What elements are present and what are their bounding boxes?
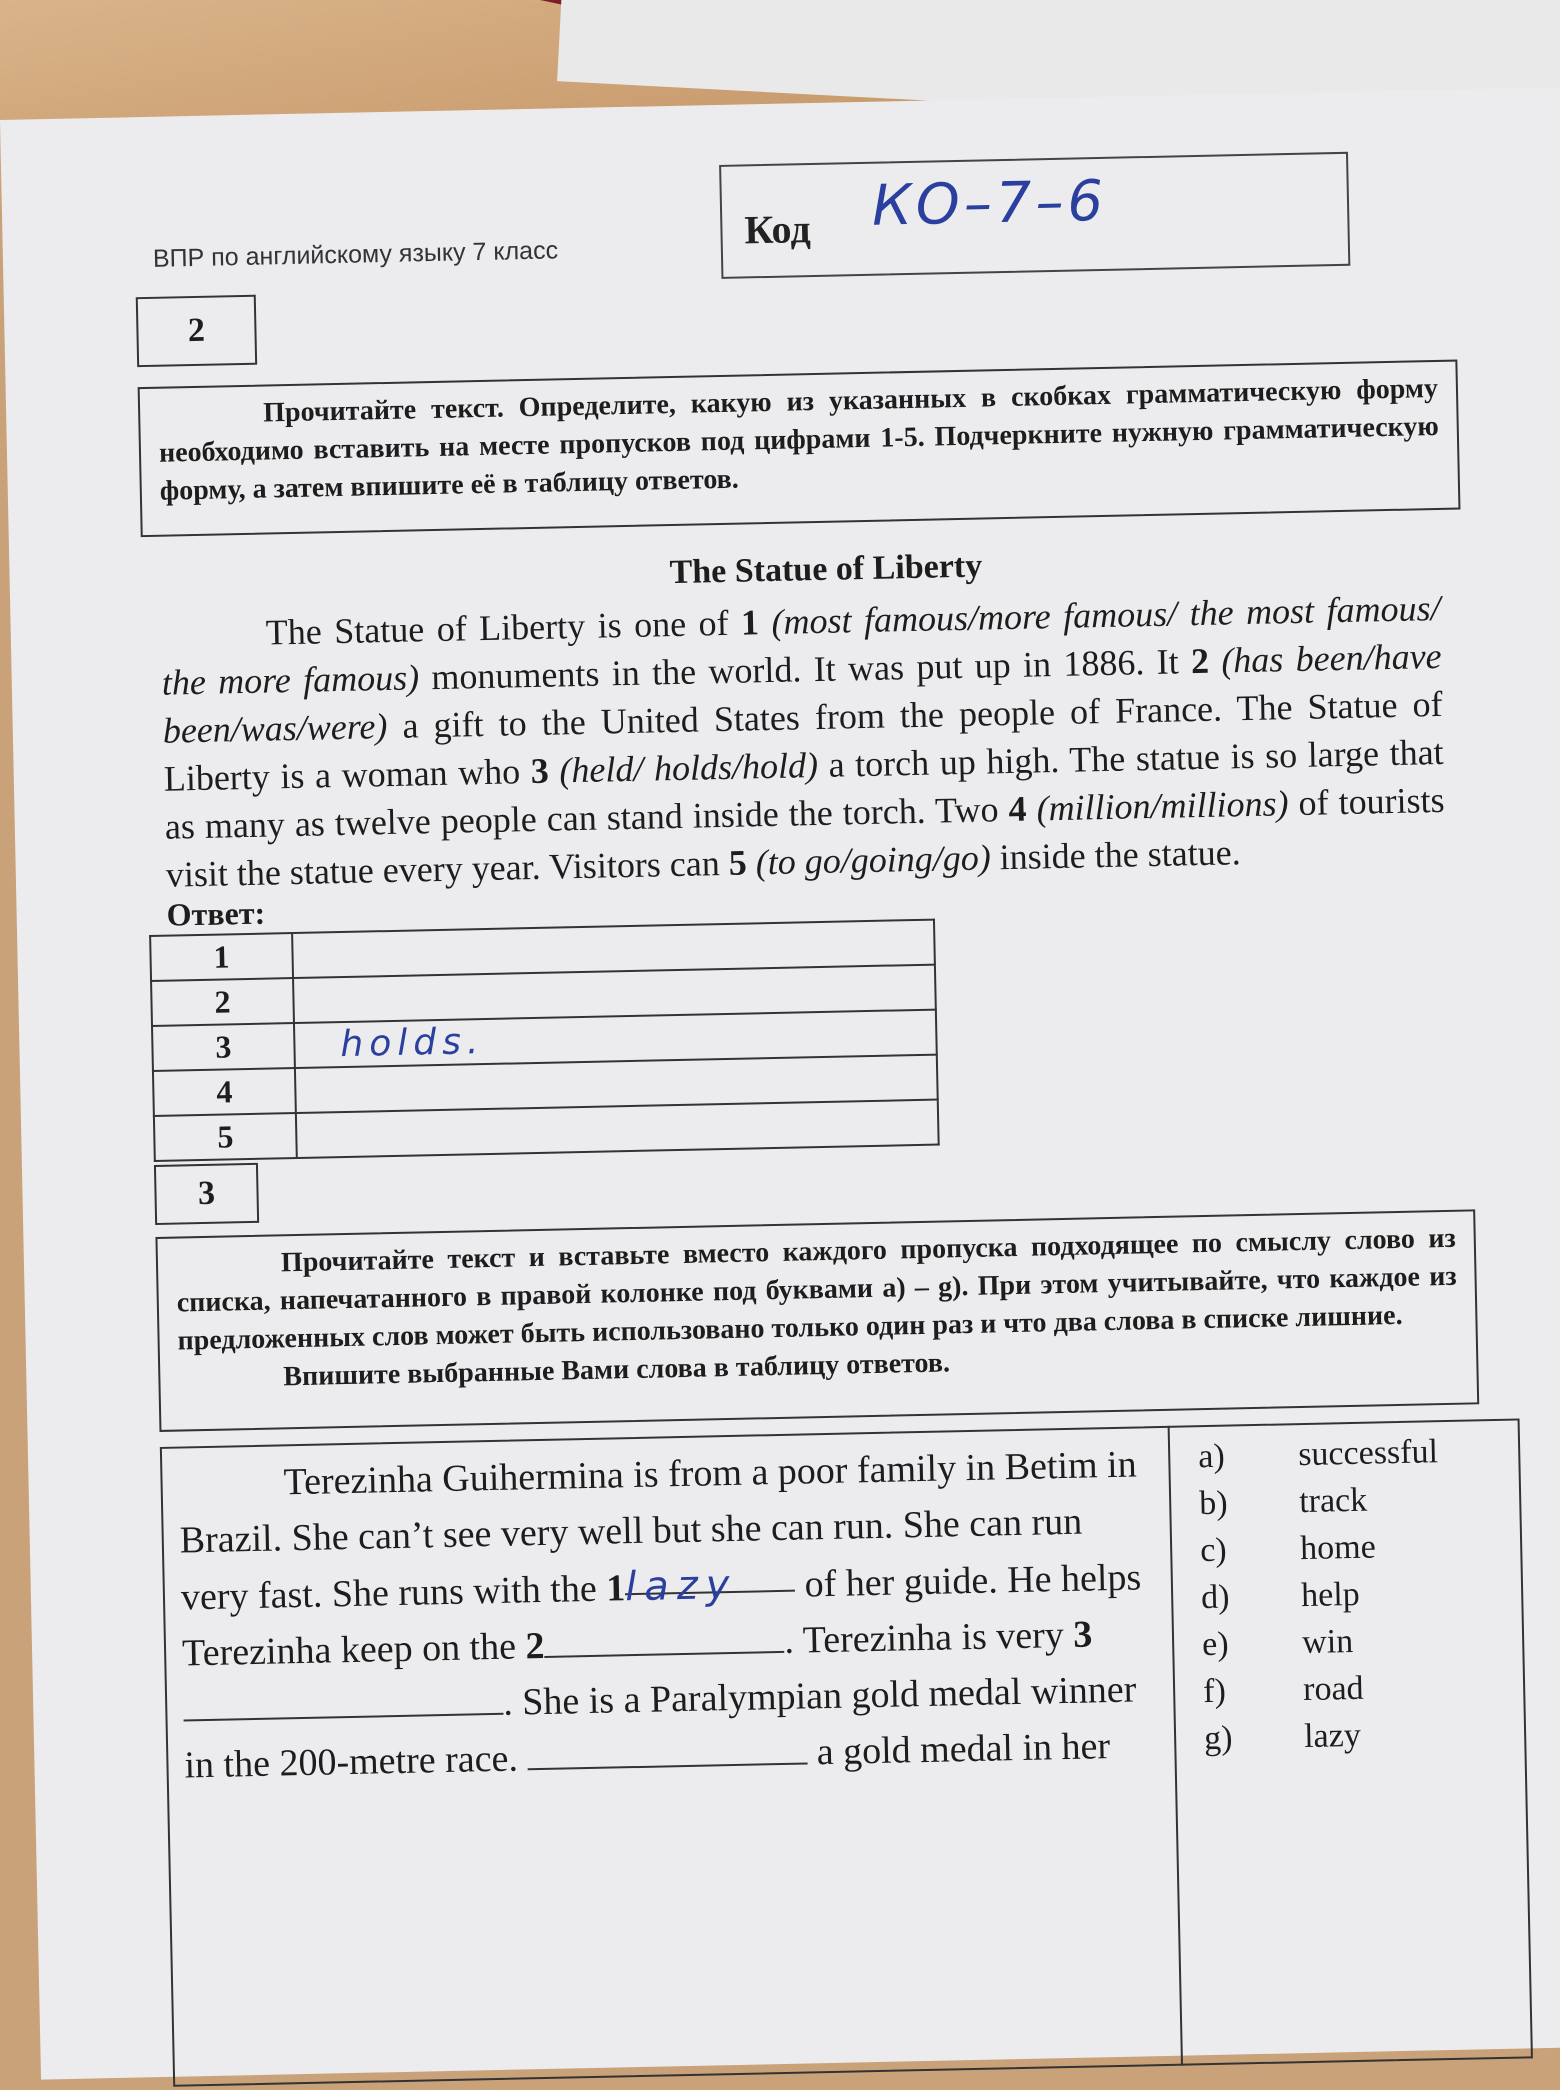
option-word: track (1298, 1481, 1368, 1521)
gap-number: 3 (530, 750, 550, 792)
passage-text: a gift to the United States from the people of France. The Statue of Liberty is a woman who (163, 683, 1443, 799)
list-item (1204, 1710, 1445, 1762)
option-letter: c) (1199, 1531, 1228, 1570)
passage-text: of tourists visit the statue every year. Visitors can (165, 779, 1445, 895)
option-letter: e) (1201, 1625, 1229, 1664)
word-list (1198, 1428, 1445, 1762)
list-item (1199, 1475, 1440, 1527)
option-letter: f) (1202, 1672, 1227, 1711)
passage-text: monuments in the world. It was put up in 1886. It (431, 641, 1180, 698)
gap-number: 1 (740, 602, 760, 643)
option-word: help (1300, 1575, 1361, 1615)
list-item (1201, 1569, 1442, 1621)
passage-text: of her guide. He helps Terezinha keep on the (181, 1556, 1142, 1675)
answer-number: 4 (153, 1068, 296, 1116)
list-item (1202, 1616, 1443, 1668)
answer-number: 3 (152, 1023, 295, 1071)
option-letter: a) (1197, 1437, 1226, 1476)
option-letter: b) (1198, 1484, 1228, 1523)
gap-options: (million/millions) (1036, 783, 1289, 829)
task-2-instruction-text: Прочитайте текст. Определите, какую из указанных в скобках грамматическую форму необходимо вставить на месте пропусков под цифрами 1-5. Подчеркните нужную грамматическую форму, а затем впишите её в таблицу ответов. (158, 372, 1440, 507)
passage-text: Terezinha Guihermina is from a poor family in Betim in Brazil. She can’t see very well but she can run. She can run very fast. She runs with the (179, 1443, 1138, 1619)
passage-text: a gold medal in her (816, 1725, 1111, 1774)
passage-text: . She is a Paralympian gold medal winner in the 200-metre race. (184, 1668, 1137, 1787)
task-2-passage (160, 584, 1446, 899)
option-word: lazy (1303, 1716, 1362, 1756)
option-word: win (1301, 1622, 1354, 1662)
gap-number: 5 (728, 842, 748, 883)
task-2-number: 2 (136, 295, 257, 367)
passage-text: inside the statue. (999, 832, 1241, 878)
task-3-instruction (155, 1209, 1479, 1432)
task-3-instruction-text-2: Впишите выбранные Вами слова в таблицу ответов. (283, 1347, 951, 1393)
list-item (1203, 1663, 1444, 1715)
gap-number: 2 (525, 1624, 545, 1668)
task-3-instruction-text: Прочитайте текст и вставьте вместо каждого пропуска подходящее по смыслу слово из списка, напечатанного в правой колонке под буквами a) – g). При этом учитывайте, что каждое из предложенных слов может быть использовано только один раз и что два слова в списке лишние. (176, 1222, 1457, 1357)
gap-options: (has been/have been/was/were) (162, 635, 1442, 751)
answer-number: 1 (150, 933, 293, 981)
page-header: ВПР по английскому языку 7 класс (152, 236, 559, 273)
option-letter: g) (1203, 1719, 1233, 1758)
list-item (1200, 1522, 1441, 1574)
answer-number: 5 (154, 1113, 297, 1161)
passage-text: The Statue of Liberty is one of (265, 602, 729, 653)
handwritten-answer: lazy (624, 1561, 738, 1611)
task-2-instruction (138, 360, 1461, 538)
code-label: Код (743, 206, 812, 253)
answer-label: Ответ: (166, 894, 266, 933)
task-3-passage (178, 1436, 1155, 1793)
passage-text: a torch up high. The statue is so large that as many as twelve people can stand inside the torch. Two (164, 731, 1444, 847)
option-word: road (1302, 1669, 1364, 1709)
gap-number: 3 (1072, 1613, 1093, 1656)
option-word: home (1299, 1528, 1377, 1568)
answer-cell[interactable]: holds. (294, 1010, 937, 1068)
gap-options: (most famous/more famous/ the most famous/ the more famous) (161, 587, 1441, 703)
option-word: successful (1297, 1433, 1439, 1474)
gap-blank[interactable] (183, 1679, 504, 1722)
gap-number: 2 (1190, 640, 1210, 682)
list-item (1198, 1428, 1439, 1480)
gap-options: (to go/going/go) (755, 837, 992, 883)
passage-title: The Statue of Liberty (669, 547, 983, 592)
gap-blank[interactable] (527, 1728, 808, 1770)
passage-text: . Terezinha is very (783, 1614, 1065, 1662)
code-value-handwritten: КО–7–6 (871, 168, 1108, 239)
gap-options: (held/ holds/hold) (558, 745, 819, 791)
task-3-number: 3 (154, 1163, 259, 1225)
answer-table (149, 919, 940, 1162)
option-letter: d) (1200, 1578, 1230, 1617)
gap-number: 4 (1008, 788, 1027, 830)
worksheet-page (0, 87, 1560, 2079)
gap-number: 1 (605, 1567, 626, 1610)
gap-blank[interactable] (544, 1617, 785, 1658)
gap-blank-filled[interactable] (624, 1556, 796, 1611)
answer-number: 2 (151, 978, 294, 1026)
